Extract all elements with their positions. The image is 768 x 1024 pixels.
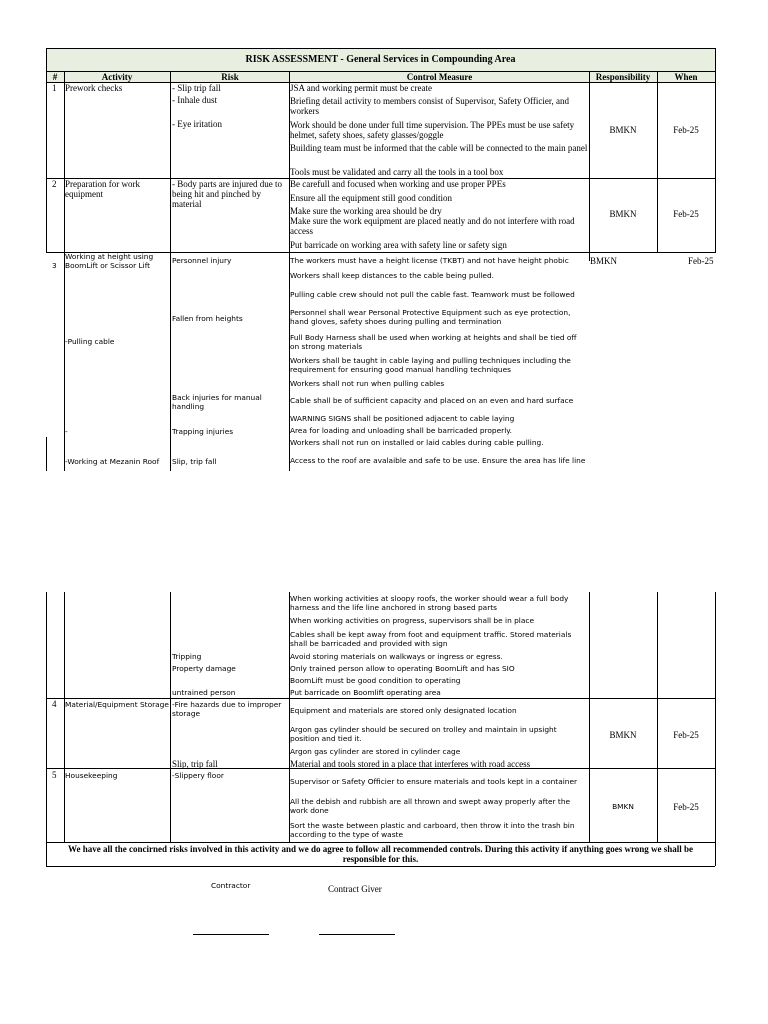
row3b-control: Only trained person allow to operating BoomLift and has SIO	[290, 664, 515, 673]
row1-when: Feb-25	[673, 125, 699, 135]
row5-responsibility: BMKN	[612, 802, 634, 811]
header-risk: Risk	[221, 72, 239, 82]
row3-risk: Trapping injuries	[172, 427, 234, 436]
row2-number: 2	[52, 179, 57, 189]
row4-activity: Material/Equipment Storage	[65, 700, 169, 709]
rule	[715, 592, 716, 866]
rule	[589, 71, 590, 253]
row2-control: Make sure the working area should be dry	[290, 206, 442, 216]
row4-control: Equipment and materials are stored only designated location	[290, 706, 517, 715]
row2-control: Be carefull and focused when working and use proper PPEs	[290, 179, 506, 189]
row1-number: 1	[52, 83, 57, 93]
row3b-control: BoomLift must be good condition to operating	[290, 676, 461, 685]
contractor-signature-line	[193, 934, 269, 935]
row1-control: Building team must be informed that the cable will be connected to the main panel	[290, 143, 588, 153]
row1-responsibility: BMKN	[609, 125, 637, 135]
rule	[657, 71, 658, 253]
row5-activity: Housekeeping	[65, 771, 118, 780]
row3-number: 3	[52, 261, 57, 270]
row4-control: Material and tools stored in a place that interferes with road access	[290, 759, 531, 769]
rule	[64, 71, 65, 253]
row1-activity: Prework checks	[65, 83, 123, 93]
row3-control: WARNING SIGNS shall be positioned adjacent to cable laying	[290, 414, 515, 423]
rule	[170, 592, 171, 843]
row3-control: Personnel shall wear Personal Protective Equipment such as eye protection, hand gloves, safety shoes during pulling and termination	[290, 308, 571, 327]
row3-responsibility: BMKN	[590, 256, 618, 266]
row3b-control: When working activities on progress, supervisors shall be in place	[290, 616, 534, 625]
header-activity: Activity	[101, 72, 133, 82]
row2-control: Put barricade on working area with safety line or safety sign	[290, 240, 507, 250]
rule	[170, 253, 171, 471]
contract-giver-label: Contract Giver	[328, 884, 382, 894]
row4-risk: Slip, trip fall	[172, 759, 218, 769]
row1-control: Tools must be validated and carry all the tools in a tool box	[290, 167, 504, 177]
header-num: #	[52, 72, 58, 82]
rule	[46, 71, 715, 72]
row3-risk: Slip, trip fall	[172, 457, 217, 466]
row4-risk: -Fire hazards due to improper storage	[172, 700, 282, 719]
rule	[170, 71, 171, 253]
rule	[64, 253, 65, 471]
row2-when: Feb-25	[673, 209, 699, 219]
row2-control: Ensure all the equipment still good condition	[290, 193, 452, 203]
rule	[46, 842, 715, 843]
rule	[64, 592, 65, 843]
document-title: RISK ASSESSMENT - General Services in Compounding Area	[245, 54, 516, 65]
rule	[46, 437, 47, 471]
row3-activity-pulling: -Pulling cable	[65, 337, 115, 346]
row1-control: Work should be done under full time supervision. The PPEs must be use safety helmet, safety shoes, safety glasses/goggle	[290, 120, 575, 140]
row2-responsibility: BMKN	[609, 209, 637, 219]
row3-activity-mezanin: -Working at Mezanin Roof	[65, 457, 160, 466]
row1-risk: - Eye iritation	[172, 119, 222, 129]
row3-control: The workers must have a height license (TKBT) and not have height phobic	[290, 256, 569, 265]
row2-control: Make sure the work equipment are placed neatly and do not interfere with road access	[290, 216, 575, 236]
row3-control: Cable shall be of sufficient capacity and placed on an even and hard surface	[290, 396, 574, 405]
row3-control: Workers shall not run on installed or laid cables during cable pulling.	[290, 438, 544, 447]
row5-when: Feb-25	[673, 802, 699, 812]
row4-number: 4	[52, 699, 57, 709]
row3-control: Workers shall not run when pulling cables	[290, 379, 445, 388]
rule	[46, 866, 715, 867]
row5-number: 5	[52, 770, 57, 780]
header-control-measure: Control Measure	[406, 72, 473, 82]
row3b-risk: untrained person	[172, 688, 236, 697]
row1-risk: - Inhale dust	[172, 95, 217, 105]
row3b-control: Put barricade on Boomlift operating area	[290, 688, 441, 697]
agreement-statement: We have all the concirned risks involved in this activity and we do agree to follow all recommended controls. During this activity if anything goes wrong we shall be responsible for this.	[67, 844, 694, 864]
row3b-control: Avoid storing materials on walkways or ingress or egress.	[290, 652, 503, 661]
row3-risk: Fallen from heights	[172, 314, 243, 323]
row3-risk: Back injuries for manual handling	[172, 393, 262, 412]
row3-activity-dash: -	[65, 427, 68, 436]
row3b-risk: Property damage	[172, 664, 236, 673]
row4-control: Argon gas cylinder are stored in cylinder cage	[290, 747, 461, 756]
row3-risk: Personnel injury	[172, 256, 232, 265]
row3-control: Workers shall keep distances to the cable being pulled.	[290, 271, 494, 280]
rule	[715, 48, 716, 253]
row3-control: Workers shall be taught in cable laying and pulling techniques including the requirement for ensuring good manual handling techniques	[290, 356, 571, 375]
row3-control: Full Body Harness shall be used when working at heights and shall be tied off on strong materials	[290, 333, 577, 352]
row4-responsibility: BMKN	[609, 730, 637, 740]
rule	[46, 592, 47, 866]
row4-when: Feb-25	[673, 730, 699, 740]
row3-control: Area for loading and unloading shall be barricaded properly.	[290, 426, 512, 435]
row3-control: Access to the roof are avalaible and safe to be use. Ensure the area has life line	[290, 456, 586, 465]
row3b-control: When working activities at sloopy roofs, the worker should wear a full body harness and the life line anchored in strong based parts	[290, 594, 569, 613]
row1-risk: - Slip trip fall	[172, 83, 221, 93]
rule	[46, 48, 715, 49]
row2-activity: Preparation for work equipment	[65, 179, 140, 199]
row5-risk: -Slippery floor	[172, 771, 224, 780]
row5-control: Sort the waste between plastic and carboard, then throw it into the trash bin according to the type of waste	[290, 821, 575, 840]
row1-control: Briefing detail activity to members consist of Supervisor, Safety Officier, and workers	[290, 96, 570, 116]
row3-activity: Working at height using BoomLift or Scissor Lift	[65, 252, 154, 271]
header-when: When	[674, 72, 698, 82]
row5-control: Supervisor or Safety Officier to ensure materials and tools kept in a container	[290, 777, 578, 786]
row2-risk: - Body parts are injured due to being hit and pinched by material	[172, 179, 282, 209]
row5-control: All the debish and rubbish are all thrown and swept away properly after the work done	[290, 797, 571, 816]
row3-control: Pulling cable crew should not pull the cable fast. Teamwork must be followed	[290, 290, 575, 299]
row4-control: Argon gas cylinder should be secured on trolley and maintain in upsight position and tied it.	[290, 725, 557, 744]
row3-when: Feb-25	[688, 256, 714, 266]
contractor-label: Contractor	[211, 881, 251, 890]
contract-giver-signature-line	[319, 934, 395, 935]
row1-control: JSA and working permit must be create	[290, 83, 432, 93]
row3b-control: Cables shall be kept away from foot and equipment traffic. Stored materials shall be barricaded and provided with sign	[290, 630, 572, 649]
rule	[46, 48, 47, 253]
row3b-risk: Tripping	[172, 652, 202, 661]
rule	[46, 698, 715, 699]
header-responsibility: Responsibility	[595, 72, 651, 82]
